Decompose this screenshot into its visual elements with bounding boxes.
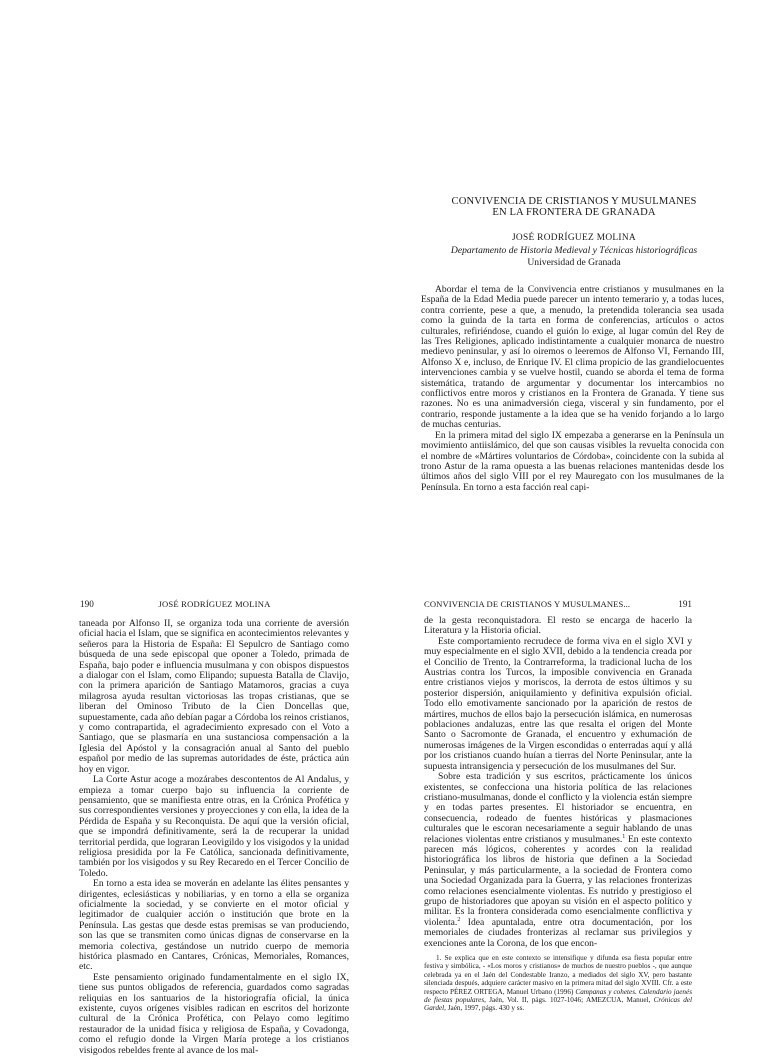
author-name: JOSÉ RODRÍGUEZ MOLINA xyxy=(511,233,636,243)
body-paragraph: Este comportamiento recrudece de forma viva en el siglo XVI y muy especialmente en el siglo XVII, debido a la tendencia creada por el Concilio de Trento, la Contrarreforma, la tradicional lucha de los Austrias contra los Turcos, la imposible convivencia en Granada entre cristianos viejos y moriscos, la derrota de estos últimos y su posterior dispersión, aniquilamiento y definitiva expulsión oficial. Todo ello emotivamente sancionado por la aparición de restos de mártires, muchos de ellos bajo la persecución islámica, en numerosas poblaciones andaluzas, entre las que resalta el origen del Monte Santo o Sacromonte de Granada, el encuentro y exhumación de numerosas imágenes de la Virgen escondidas o enterradas aquí y allá por los cristianos cuando huían a tierras del Norte Peninsular, ante la supuesta intransigencia y persecución de los musulmanes del Sur. xyxy=(424,635,692,772)
footnote-title: Crónicas del Gardel xyxy=(424,996,692,1013)
page-190-body xyxy=(79,619,349,1056)
paragraph-segment: Sobre esta tradición y sus escritos, prácticamente los únicos existentes, se confecciona una historia política de las relaciones cristiano-musulmanas, donde el conflicto y la violencia están siempre y en todas partes presentes. El historiador se encuentra, en consecuencia, rodeado de fuentes históricas y plasmaciones culturales que le escoran necesariamente a seguir hablando de unas relaciones violentas entre cristianos y musulmanes. xyxy=(424,771,692,845)
body-paragraph: La Corte Astur acoge a mozárabes descontentos de Al Andalus, y empieza a tomar cuerpo bajo su influencia la corriente de pensamiento, que se manifiesta entre otras, en la Crónica Profética y sus correspondientes versiones y proyecciones y con ella, la idea de la Pérdida de España y su Reconquista. De aquí que la versión oficial, que se impondrá definitivamente, será la de recuperar la unidad territorial perdida, que lograran Leovigildo y los visigodos y la unidad religiosa presidida por la Fe Católica, sancionada definitivamente, también por los visigodos y su Rey Recaredo en el Tercer Concilio de Toledo. xyxy=(79,774,349,879)
body-paragraph: En la primera mitad del siglo IX empezaba a generarse en la Península un movimiento antiislámico, del que son causas visibles la revuelta conocida con el nombre de «Mártires voluntarios de Córdoba», coincidente con la subida al trono Astur de la rama opuesta a las buenas relaciones mantenidas desde los últimos años del siglo VIII por el rey Mauregato con los musulmanes de la Península. En torno a esta facción real capi- xyxy=(421,429,724,493)
body-paragraph: Este pensamiento originado fundamentalmente en el siglo IX, tiene sus puntos obligados de referencia, guardados como sagradas reliquias en los santuarios de la historiografía oficial, la única existente, cuyos orígenes visibles radican en escritos del horizonte cultural de la Crónica Profética, con Pelayo como legítimo restaurador de la unidad física y religiosa de España, y Covadonga, como el refugio donde la Virgen María protege a los cristianos visigodos rebeldes frente al avance de los mal- xyxy=(79,971,349,1056)
article-intro-body xyxy=(421,285,724,493)
body-paragraph: taneada por Alfonso II, se organiza toda una corriente de aversión oficial hacia el Islam, que se significa en acontecimientos relevantes y señeros para la Historia de España: El Sepulcro de Santiago como búsqueda de una sede episcopal que oponer a Toledo, primada de España, bajo poder e influencia musulmana y con obispos dispuestos a dialogar con el Islam, como Elipando; supuesta Batalla de Clavijo, con la primera aparición de Santiago Matamoros, gracias a cuya milagrosa ayuda resultan victoriosas las tropas cristianas, que se liberan del Ominoso Tributo de la Cien Doncellas que, supuestamente, cada año debían pagar a Córdoba los reinos cristianos, y como contrapartida, el agradecimiento expresado con el Voto a Santiago, que se plasmaría en una sustanciosa compensación a la Iglesia del Apóstol y la consagración anual al Santo del pueblo español por medio de las supremas autoridades de éste, práctica aún hoy en vigor. xyxy=(79,618,349,775)
author-university: Universidad de Granada xyxy=(527,257,621,268)
footnote-text xyxy=(424,954,692,1013)
footnote-reference[interactable]: 1 xyxy=(622,833,626,840)
body-paragraph: En torno a esta idea se moverán en adelante las élites pensantes y dirigentes, eclesiásticas y nobiliarias, y en torno a ella se organiza oficialmente la sociedad, y se convierte en el motor oficial y legitimador de cualquier acción o institución que brote en la Península. Las gestas que desde estas premisas se van produciendo, son las que se transmiten como únicas dignas de conservarse en la memoria colectiva, gestándose un nutrido cuerpo de memoria histórica plasmado en Cantares, Crónicas, Memoriales, Romances, etc. xyxy=(79,878,349,973)
body-paragraph: de la gesta reconquistadora. El resto se encarga de hacerlo la Literatura y la Historia oficial. xyxy=(424,615,692,637)
footnote-segment: , Jaén, Vol. II, págs. 1027-1046; AMEZCUA, Manuel, xyxy=(484,996,654,1005)
running-head-author: JOSÉ RODRÍGUEZ MOLINA xyxy=(158,599,271,609)
footnote-1 xyxy=(424,954,692,1013)
footnote-title: Campanas y cohetes. Calendario jaenés de fiestas populares xyxy=(424,987,693,1005)
paragraph-segment: Idea apuntalada, entre otra documentación, por los memoriales de ciudades fronterizas al reclamar sus privilegios y exenciones ante la Corona, de los que encon- xyxy=(424,916,692,949)
page-number: 191 xyxy=(678,599,692,609)
article-title-line2: EN LA FRONTERA DE GRANADA xyxy=(492,207,656,218)
author-department: Departamento de Historia Medieval y Técnicas historiográficas xyxy=(450,245,698,256)
page-191-body xyxy=(424,616,692,949)
footnote-segment: 1. Se explica que en este contexto se intensifique y difunda esa fiesta popular entre festiva y simbólica, - «Los moros y cristianos» de muchos de nuestro pueblos -, que aunque celebrada ya en el Jaén del Condestable Iranzo, a mediados del siglo XV, pero bastante silenciada después, adquiere carácter masivo en la primera mitad del siglo XVIII. Cfr. a este respecto PÉREZ ORTEGA, Manuel Urbano (1996) xyxy=(424,954,692,996)
page-191 xyxy=(384,512,768,1024)
page-number: 190 xyxy=(80,599,94,609)
footnote-reference[interactable]: 2 xyxy=(457,916,461,923)
article-header xyxy=(424,196,724,268)
page-190 xyxy=(0,512,384,1056)
running-head-title: CONVIVENCIA DE CRISTIANOS Y MUSULMANES... xyxy=(424,599,631,609)
paragraph-segment: En este contexto parecen más lógicos, coherentes y acordes con la realidad historiográfica los libros de historia que definen a la Sociedad Peninsular, y más particularmente, a la sociedad de Frontera como una Sociedad Organizada para la Guerra, y las relaciones fronterizas como relaciones esencialmente violentas. Es nutrido y prestigioso el grupo de historiadores que apoyan su visión en el aspecto político y militar. Es la frontera considerada como esencialmente conflictiva y violenta. xyxy=(424,833,692,928)
article-first-page xyxy=(384,0,768,512)
article-title-line1: CONVIVENCIA DE CRISTIANOS Y MUSULMANES xyxy=(451,196,697,207)
body-paragraph: Abordar el tema de la Convivencia entre cristianos y musulmanes en la España de la Edad Media puede parecer un intento temerario y, a todas luces, contra corriente, pese a que, a menudo, la pretendida tolerancia sea usada como la guinda de la tarta en forma de conferencias, artículos o actos culturales, refiriéndose, cuando el guión lo exige, al lugar común del Rey de las Tres Religiones, aplicado indistintamente a cualquier monarca de nuestro medievo peninsular, y así lo oiremos o leeremos de Alfonso VI, Fernando III, Alfonso X e, incluso, de Enrique IV. El clima propicio de las grandielocuentes intervenciones cambia y se vuelve hostil, cuando se aborda el tema de forma sistemática, tratando de argumentar y documentar los intercambios no conflictivos entre moros y cristianos en la Frontera de Granada. Y tiene sus razones. No es una animadversión ciega, visceral y sin fundamento, por el contrario, responde justamente a la idea que se ha venido forjando a lo largo de muchas centurias. xyxy=(421,284,724,431)
body-paragraph-with-notes xyxy=(424,772,692,949)
footnote-segment: , Jaén, 1997, págs. 430 y ss. xyxy=(444,1004,525,1013)
